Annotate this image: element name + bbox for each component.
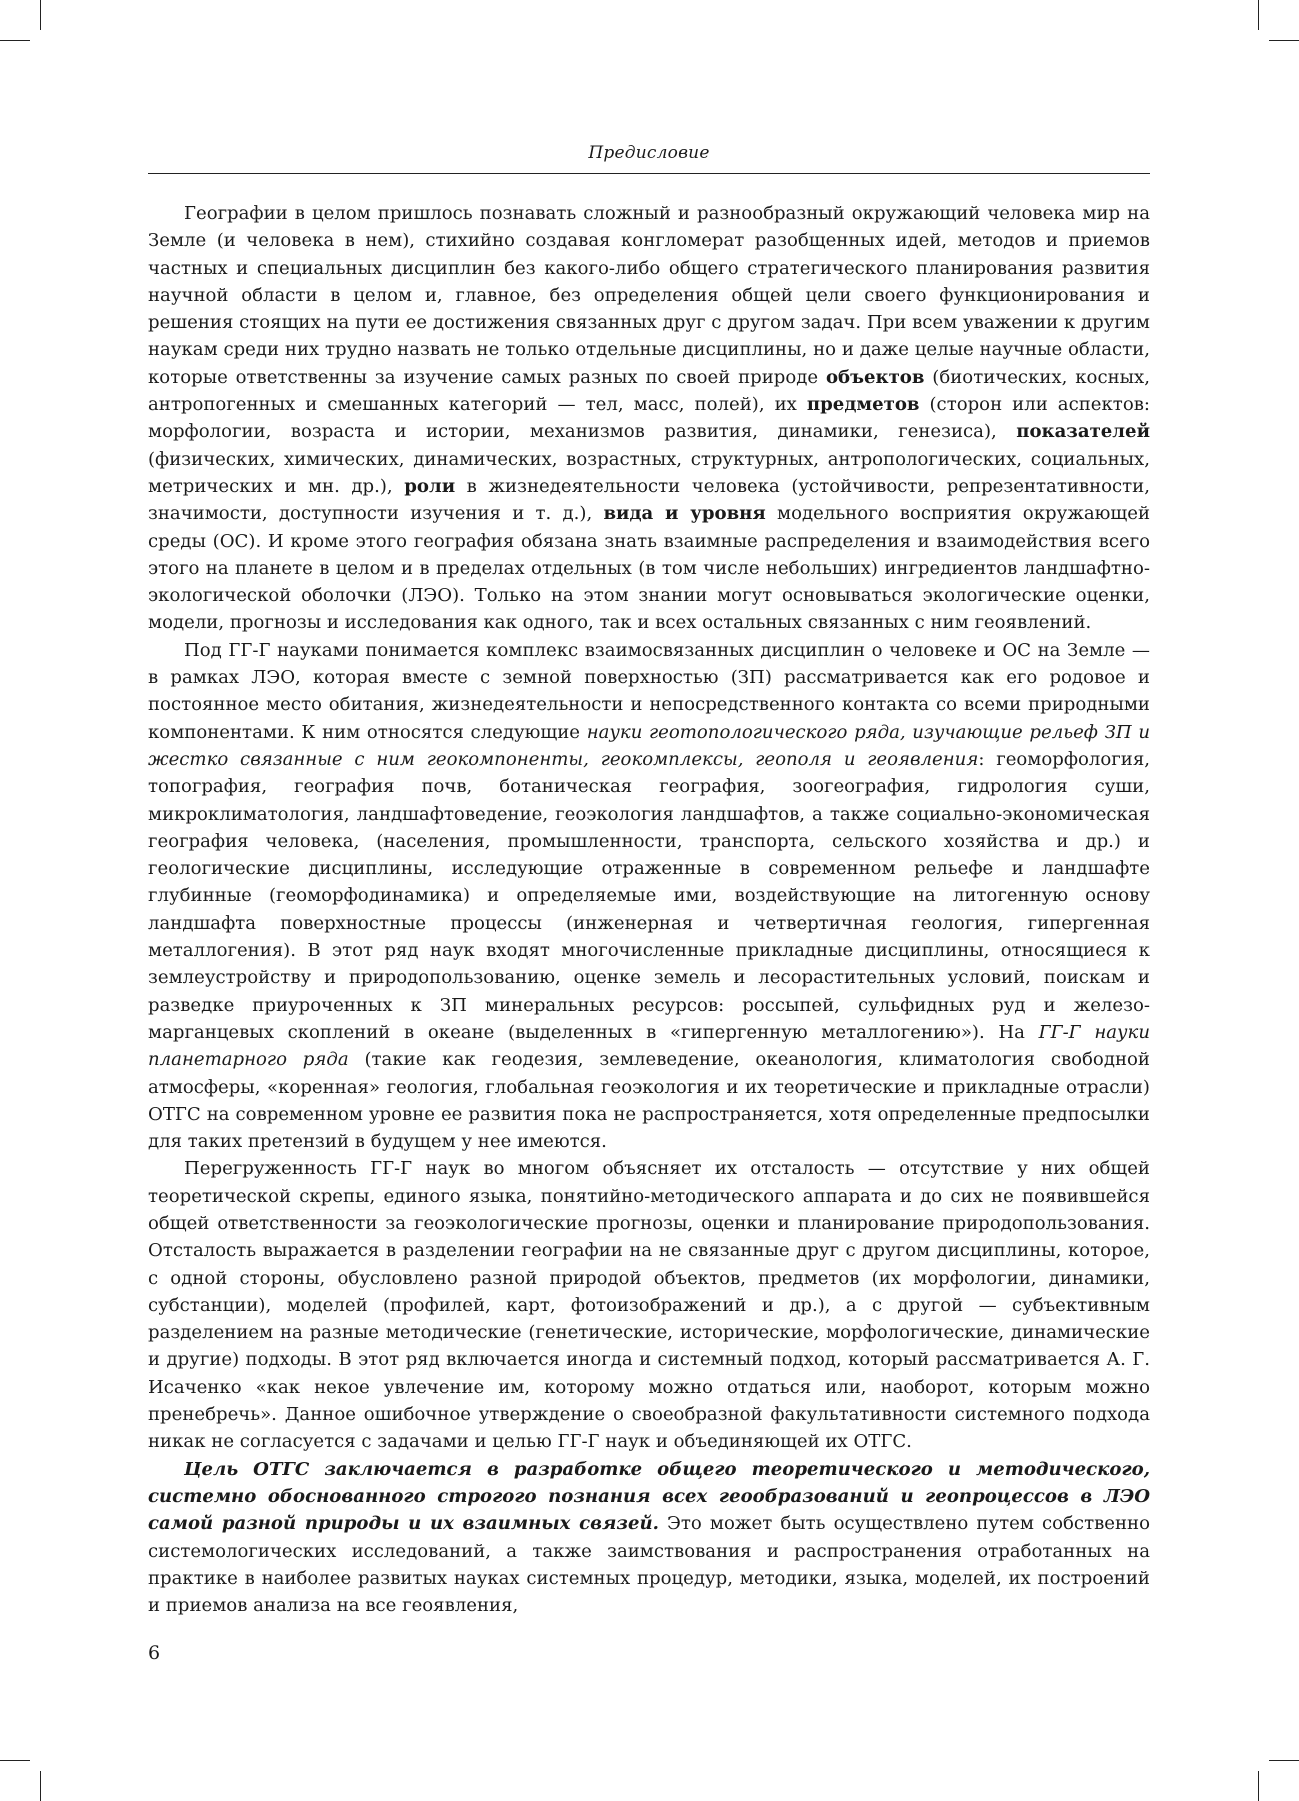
- bold-italic-statement: Цель ОТГС заключается в разработке общего теоретического и методического, системно обоснованного строгого познания всех геообразований и геопроцессов в ЛЭО самой разной природы и их взаимных связей.: [148, 1458, 1150, 1535]
- crop-mark: [1258, 1771, 1259, 1801]
- text-run: Под ГГ-Г науками понимается комплекс взаимосвязанных дисциплин о человеке и ОС на Земле — в рамках ЛЭО, которая вместе с земной поверхностью (ЗП) рассматривается как его родовое и постоянное место обитания, жизнедеятельности и непосредственного контакта со всеми природными компонентами. К ним относятся следующие: [148, 639, 1150, 743]
- italic-term: ГГ-Г науки планетарного ряда: [148, 1021, 1150, 1071]
- paragraph: [148, 200, 1150, 637]
- text-run: (такие как геодезия, землеведение, океанология, климатология свободной атмосферы, «коренная» геология, глобальная геоэкология и их теоретические и прикладные отрасли) ОТГС на современном уровне ее развития пока не распространяется, хотя определенные предпосылки для таких претензий в будущем у нее имеются.: [148, 1049, 1150, 1153]
- crop-mark: [0, 1760, 30, 1761]
- text-run: (физических, химических, динамических, возрастных, структурных, антропологических, социальных, метрических и мн. др.),: [148, 448, 1150, 497]
- paragraph: [148, 1155, 1150, 1455]
- crop-mark: [1258, 0, 1259, 30]
- crop-mark: [1269, 1760, 1299, 1761]
- text-run: : геоморфология, топография, география почв, ботаническая география, зоогеография, гидрология суши, микроклиматология, ландшафтоведение, геоэкология ландшафтов, а также социально-экономическая география человека, (населения, промышленности, транспорта, сельского хозяйства и др.) и геологические дисциплины, исследующие отраженные в современном рельефе и ландшафте глубинные (геоморфодинамика) и определяемые ими, воздействующие на литогенную основу ландшафта поверхностные процессы (инженерная и четвертичная геология, гипергенная металлогения). В этот ряд наук входят многочисленные прикладные дисциплины, относящиеся к землеустройству и природопользованию, оценке земель и лесорастительных условий, поискам и разведке приуроченных к ЗП минеральных ресурсов: россыпей, сульфидных руд и железо-марганцевых скоплений в океане (выделенных в «гипергенную металлогению»). На: [148, 748, 1150, 1043]
- text-run: Это может быть осуществлено путем собственно системологических исследований, а также заимствования и распространения отработанных на практике в наиболее развитых науках системных процедур, методики, языка, моделей, их построений и приемов анализа на все геоявления,: [148, 1513, 1150, 1617]
- italic-term: науки геотопологического ряда, изучающие рельеф ЗП и жестко связанные с ним геокомпоненты, геокомплексы, геополя и геоявления: [148, 721, 1150, 770]
- bold-term: предметов: [806, 394, 920, 416]
- bold-term: объектов: [825, 366, 925, 388]
- bold-term: показателей: [1016, 421, 1150, 443]
- text-run: Географии в целом пришлось познавать сложный и разнообразный окружающий человека мир на Земле (и человека в нем), стихийно создавая конгломерат разобщенных идей, методов и приемов частных и специальных дисциплин без какого-либо общего стратегического планирования развития научной области в целом и, главное, без определения общей цели своего функционирования и решения стоящих на пути ее достижения связанных друг с другом задач. При всем уважении к другим наукам среди них трудно назвать не только отдельные дисциплины, но и даже целые научные области, которые ответственны за изучение самых разных по своей природе: [148, 203, 1150, 388]
- paragraph: [148, 637, 1150, 1156]
- running-head: Предисловие: [588, 143, 710, 163]
- crop-mark: [1269, 40, 1299, 41]
- text-run: (сторон или аспектов: морфологии, возраста и истории, механизмов развития, динамики, генезиса),: [148, 394, 1150, 443]
- paragraph: [148, 1456, 1150, 1620]
- header-rule: [148, 173, 1150, 174]
- page-number: 6: [148, 1642, 161, 1664]
- text-run: (биотических, косных, антропогенных и смешанных категорий — тел, масс, полей), их: [148, 366, 1150, 416]
- crop-mark: [0, 40, 30, 41]
- bold-term: роли: [404, 475, 456, 497]
- crop-mark: [40, 0, 41, 30]
- text-run: Перегруженность ГГ-Г наук во многом объясняет их отсталость — отсутствие у них общей теоретической скрепы, единого языка, понятийно-методического аппарата и до сих не появившейся общей ответственности за геоэкологические прогнозы, оценки и планирование природопользования. Отсталость выражается в разделении географии на не связанные друг с другом дисциплины, которое, с одной стороны, обусловлено разной природой объектов, предметов (их морфологии, динамики, субстанции), моделей (профилей, карт, фотоизображений и др.), а с другой — субъективным разделением на разные методические (генетические, исторические, морфологические, динамические и другие) подходы. В этот ряд включается иногда и системный подход, который рассматривается А. Г. Исаченко «как некое увлечение им, которому можно отдаться или, наоборот, которым можно пренебречь». Данное ошибочное утверждение о своеобразной факультативности системного подхода никак не согласуется с задачами и целью ГГ-Г наук и объединяющей их ОТГС.: [148, 1158, 1150, 1453]
- crop-mark: [40, 1771, 41, 1801]
- text-run: модельного восприятия окружающей среды (ОС). И кроме этого география обязана знать взаимные распределения и взаимодействия всего этого на планете в целом и в пределах отдельных (в том числе небольших) ингредиентов ландшафтно-экологической оболочки (ЛЭО). Только на этом знании могут основываться экологические оценки, модели, прогнозы и исследования как одного, так и всех остальных связанных с ним геоявлений.: [148, 503, 1151, 634]
- bold-term: вида и уровня: [603, 503, 766, 525]
- text-run: в жизнедеятельности человека (устойчивости, репрезентативности, значимости, доступности изучения и т. д.),: [148, 475, 1150, 525]
- body-text: [148, 200, 1150, 1619]
